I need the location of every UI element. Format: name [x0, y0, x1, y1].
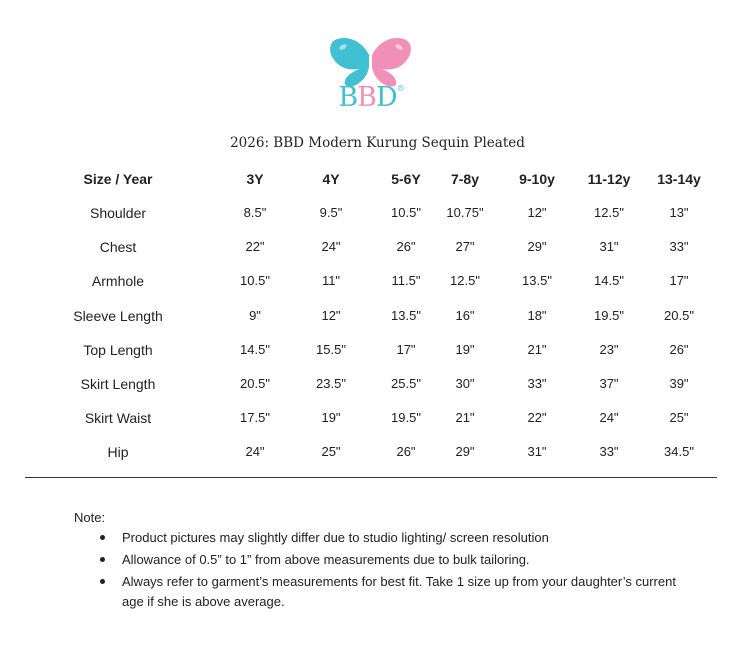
table-cell: 25": [669, 410, 689, 425]
table-cell: 24": [245, 444, 265, 459]
row-label: Top Length: [83, 342, 153, 358]
table-cell: 23.5": [316, 376, 346, 391]
logo-letter-d: D: [376, 82, 397, 113]
table-cell: 12": [321, 308, 341, 323]
table-cell: 13": [669, 205, 689, 220]
table-cell: 15.5": [316, 342, 346, 357]
table-cell: 21": [455, 410, 475, 425]
column-header: 9-10y: [519, 171, 555, 187]
butterfly-left-upper-wing: [330, 38, 369, 70]
butterfly-right-upper-wing: [372, 38, 411, 70]
table-cell: 9": [249, 308, 261, 323]
row-label: Shoulder: [89, 205, 147, 221]
column-header: 3Y: [246, 171, 264, 187]
table-cell: 34.5": [664, 444, 694, 459]
brand-logo-text: [330, 82, 412, 113]
table-cell: 16": [455, 308, 475, 323]
note-text: Always refer to garment’s measurements for best fit. Take 1 size up from your daughter’s current age if she is above average.: [122, 574, 676, 609]
table-cell: 14.5": [594, 273, 624, 288]
table-corner-header: Size / Year: [83, 171, 153, 187]
column-header: 13-14y: [657, 171, 701, 187]
table-cell: 18": [527, 308, 547, 323]
table-cell: 10.75": [446, 205, 484, 220]
table-cell: 12.5": [450, 273, 480, 288]
bullet-icon: [100, 579, 105, 584]
table-cell: 25": [321, 444, 341, 459]
table-cell: 26": [669, 342, 689, 357]
table-cell: 13.5": [391, 308, 421, 323]
row-label: Skirt Waist: [84, 410, 152, 426]
column-header: 5-6Y: [391, 171, 421, 187]
note-item: [100, 550, 680, 570]
table-cell: 26": [396, 444, 416, 459]
table-cell: 29": [527, 239, 547, 254]
table-cell: 8.5": [243, 205, 267, 220]
table-cell: 33": [527, 376, 547, 391]
table-cell: 19.5": [391, 410, 421, 425]
table-cell: 37": [599, 376, 619, 391]
note-text: Product pictures may slightly differ due to studio lighting/ screen resolution: [122, 530, 549, 545]
note-text: Allowance of 0.5” to 1” from above measurements due to bulk tailoring.: [122, 552, 530, 567]
bullet-icon: [100, 557, 105, 562]
table-cell: 33": [599, 444, 619, 459]
table-cell: 31": [527, 444, 547, 459]
table-cell: 39": [669, 376, 689, 391]
table-cell: 30": [455, 376, 475, 391]
table-cell: 26": [396, 239, 416, 254]
row-label: Skirt Length: [80, 376, 156, 392]
table-cell: 17": [396, 342, 416, 357]
table-cell: 24": [321, 239, 341, 254]
table-cell: 19.5": [594, 308, 624, 323]
row-label: Hip: [107, 444, 129, 460]
table-cell: 29": [455, 444, 475, 459]
table-cell: 9.5": [319, 205, 343, 220]
note-item: [100, 572, 680, 612]
table-cell: 10.5": [391, 205, 421, 220]
table-cell: 14.5": [240, 342, 270, 357]
table-cell: 13.5": [522, 273, 552, 288]
table-cell: 19": [455, 342, 475, 357]
table-cell: 31": [599, 239, 619, 254]
table-cell: 12.5": [594, 205, 624, 220]
row-label: Chest: [99, 239, 137, 255]
table-cell: 20.5": [664, 308, 694, 323]
table-cell: 25.5": [391, 376, 421, 391]
table-cell: 22": [527, 410, 547, 425]
row-label: Armhole: [91, 273, 145, 289]
note-label: Note:: [74, 510, 106, 525]
divider: [25, 477, 717, 478]
row-label: Sleeve Length: [73, 308, 163, 324]
page-title: 2026: BBD Modern Kurung Sequin Pleated: [230, 135, 525, 151]
registered-mark: ®: [396, 84, 404, 93]
table-cell: 19": [321, 410, 341, 425]
column-header: 11-12y: [587, 171, 631, 187]
table-cell: 17": [669, 273, 689, 288]
bullet-icon: [100, 535, 105, 540]
column-header: 7-8y: [450, 171, 480, 187]
note-list: [100, 528, 680, 614]
table-cell: 22": [245, 239, 265, 254]
table-cell: 11.5": [391, 273, 421, 288]
table-cell: 23": [599, 342, 619, 357]
table-cell: 21": [527, 342, 547, 357]
table-cell: 33": [669, 239, 689, 254]
table-cell: 17.5": [240, 410, 270, 425]
column-header: 4Y: [322, 171, 340, 187]
logo-letter-b2: B: [357, 82, 377, 113]
note-item: [100, 528, 680, 548]
table-cell: 24": [599, 410, 619, 425]
table-cell: 12": [527, 205, 547, 220]
table-cell: 10.5": [240, 273, 270, 288]
logo-letter-b1: B: [338, 82, 358, 113]
table-cell: 11": [321, 273, 341, 288]
table-cell: 20.5": [240, 376, 270, 391]
table-cell: 27": [455, 239, 475, 254]
